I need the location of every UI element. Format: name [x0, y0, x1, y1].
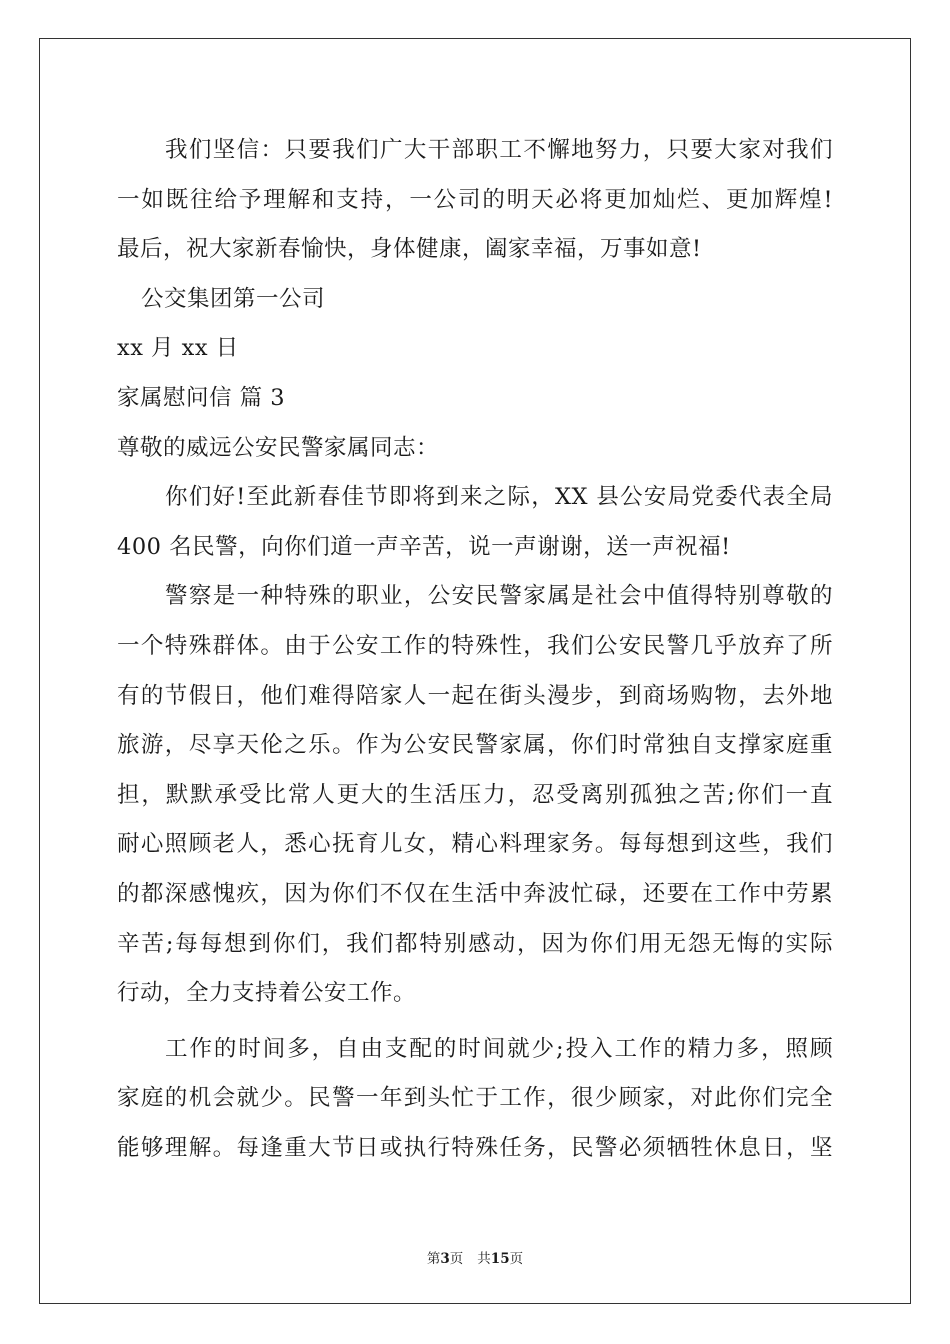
paragraph-line: 最后，祝大家新春愉快，身体健康，阖家幸福，万事如意! — [117, 236, 702, 263]
paragraph-line: 担，默默承受比常人更大的生活压力，忍受离别孤独之苦;你们一直 — [117, 781, 833, 808]
paragraph-line: 有的节假日，他们难得陪家人一起在街头漫步，到商场购物，去外地 — [117, 682, 833, 709]
page-footer — [0, 1247, 950, 1267]
paragraph-line: 400 名民警，向你们道一声辛苦，说一声谢谢，送一声祝福! — [117, 533, 731, 560]
salutation: 尊敬的威远公安民警家属同志： — [117, 434, 440, 461]
section-title: 家属慰问信 篇 3 — [117, 384, 286, 411]
paragraph-line: 警察是一种特殊的职业，公安民警家属是社会中值得特别尊敬的 — [165, 583, 833, 610]
paragraph-line: 耐心照顾老人，悉心抚育儿女，精心料理家务。每每想到这些，我们 — [117, 831, 833, 858]
signature-org: 公交集团第一公司 — [141, 285, 326, 312]
paragraph-line: 工作的时间多，自由支配的时间就少;投入工作的精力多，照顾 — [165, 1035, 833, 1062]
paragraph-line: 一如既往给予理解和支持，一公司的明天必将更加灿烂、更加辉煌! — [117, 186, 833, 213]
paragraph-line: 旅游，尽享天伦之乐。作为公安民警家属，你们时常独自支撑家庭重 — [117, 732, 833, 759]
paragraph-line: 家庭的机会就少。民警一年到头忙于工作，很少顾家，对此你们完全 — [117, 1085, 833, 1112]
document-body — [117, 126, 833, 1173]
paragraph-line: 一个特殊群体。由于公安工作的特殊性，我们公安民警几乎放弃了所 — [117, 632, 833, 659]
page-total: 共15页 — [477, 1251, 524, 1267]
page-number: 第3页 — [426, 1251, 464, 1267]
signature-date: xx 月 xx 日 — [117, 335, 239, 362]
paragraph-line: 的都深感愧疚，因为你们不仅在生活中奔波忙碌，还要在工作中劳累 — [117, 880, 833, 907]
paragraph-line: 我们坚信：只要我们广大干部职工不懈地努力，只要大家对我们 — [165, 137, 833, 163]
paragraph-line: 能够理解。每逢重大节日或执行特殊任务，民警必须牺牲休息日，坚 — [117, 1134, 833, 1161]
paragraph-line: 你们好!至此新春佳节即将到来之际，XX 县公安局党委代表全局 — [165, 484, 833, 511]
paragraph-line: 辛苦;每每想到你们，我们都特别感动，因为你们用无怨无悔的实际 — [117, 930, 833, 957]
paragraph-line: 行动，全力支持着公安工作。 — [117, 980, 417, 1007]
